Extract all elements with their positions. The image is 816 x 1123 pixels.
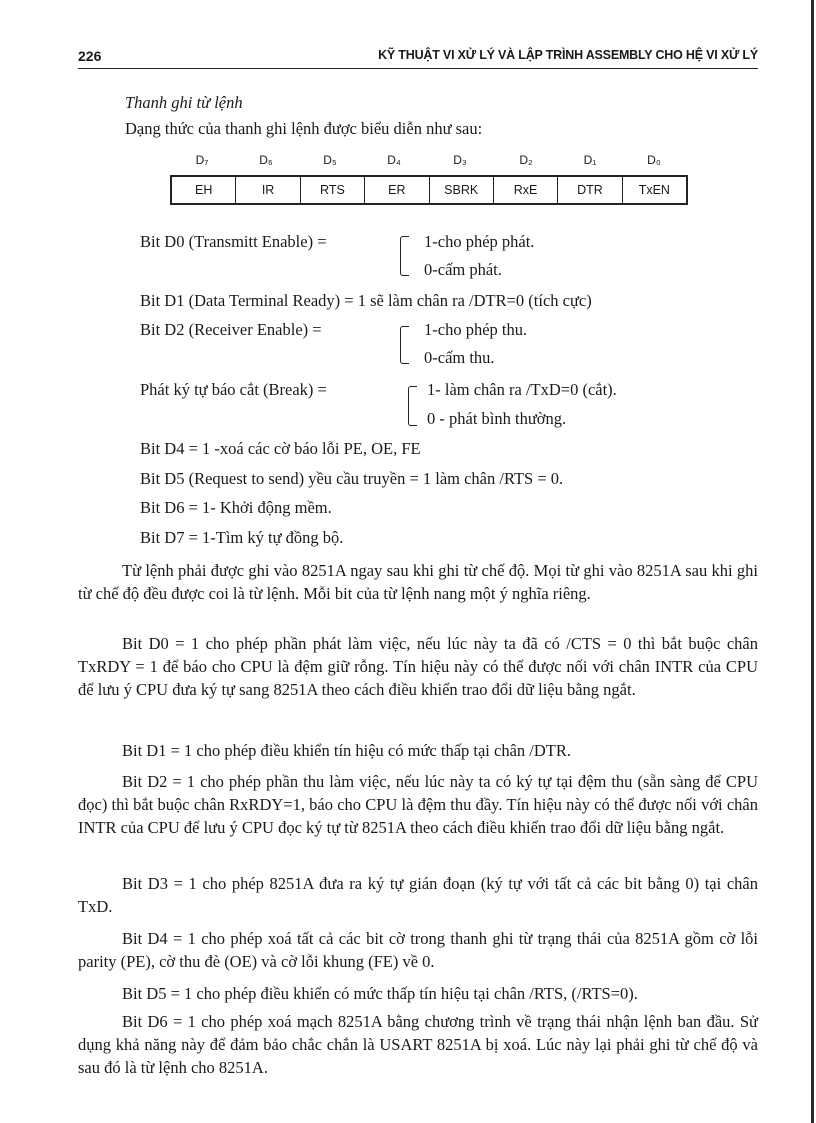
brace-d0 bbox=[400, 236, 409, 276]
body-paragraph: Bit D0 = 1 cho phép phần phát làm việc, nếu lúc này ta đã có /CTS = 0 thì bắt buộc chân TxRDY = 1 để báo cho CPU là đệm giữ rỗng. Tín hiệu này có thể được nối với chân INTR của CPU để lưu ý CPU đưa ký tự sang 8251A theo cách điều khiển trao đổi dữ liệu bằng ngắt. bbox=[78, 634, 758, 699]
body-paragraph: Bit D1 = 1 cho phép điều khiển tín hiệu có mức thấp tại chân /DTR. bbox=[122, 741, 571, 760]
register-field: RxE bbox=[494, 177, 558, 203]
bit-label: D₆ bbox=[259, 153, 273, 167]
brace-d2 bbox=[400, 326, 409, 364]
bit-d2-label: Bit D2 (Receiver Enable) = bbox=[140, 320, 322, 339]
register-field: ER bbox=[365, 177, 429, 203]
body-paragraph: Bit D5 = 1 cho phép điều khiển có mức thấp tín hiệu tại chân /RTS, (/RTS=0). bbox=[122, 984, 638, 1003]
brace-break bbox=[408, 386, 417, 426]
bit-d0-option-1: 1-cho phép phát. bbox=[424, 232, 535, 251]
bit-d7-line: Bit D7 = 1-Tìm ký tự đồng bộ. bbox=[140, 528, 344, 547]
bit-d2-option-0: 0-cấm thu. bbox=[424, 348, 495, 367]
break-label: Phát ký tự báo cắt (Break) = bbox=[140, 380, 327, 399]
bit-label: D₂ bbox=[519, 153, 533, 167]
body-paragraph: Bit D3 = 1 cho phép 8251A đưa ra ký tự gián đoạn (ký tự với tất cả các bit bằng 0) tại chân TxD. bbox=[78, 874, 758, 916]
intro-text: Dạng thức của thanh ghi lệnh được biểu diễn như sau: bbox=[125, 119, 483, 138]
register-field: IR bbox=[236, 177, 300, 203]
bit-d1-line: Bit D1 (Data Terminal Ready) = 1 sẽ làm chân ra /DTR=0 (tích cực) bbox=[140, 291, 592, 310]
page-number: 226 bbox=[78, 48, 102, 64]
bit-label: D₁ bbox=[583, 153, 597, 167]
register-field: RTS bbox=[301, 177, 365, 203]
bit-d4-line: Bit D4 = 1 -xoá các cờ báo lỗi PE, OE, FE bbox=[140, 439, 421, 458]
bit-d6-line: Bit D6 = 1- Khởi động mềm. bbox=[140, 498, 332, 517]
bit-label: D₅ bbox=[323, 153, 337, 167]
bit-d2-option-1: 1-cho phép thu. bbox=[424, 320, 528, 339]
page-edge-border bbox=[811, 0, 814, 1123]
register-field: DTR bbox=[558, 177, 622, 203]
register-bit-labels bbox=[170, 153, 688, 171]
bit-label: D₄ bbox=[387, 153, 401, 167]
bit-d0-option-0: 0-cấm phát. bbox=[424, 260, 502, 279]
command-register-table bbox=[170, 175, 688, 205]
body-paragraph: Bit D4 = 1 cho phép xoá tất cả các bit cờ trong thanh ghi từ trạng thái của 8251A gồm cờ lỗi parity (PE), cờ thu đè (OE) và cờ lỗi khung (FE) về 0. bbox=[78, 929, 758, 971]
break-option-0: 0 - phát bình thường. bbox=[427, 409, 567, 428]
register-field: EH bbox=[172, 177, 236, 203]
body-paragraph: Từ lệnh phải được ghi vào 8251A ngay sau khi ghi từ chế độ. Mọi từ ghi vào 8251A sau khi ghi từ chế độ đều được coi là từ lệnh. Mỗi bit của từ lệnh nang một ý nghĩa riêng. bbox=[78, 561, 758, 603]
page-header bbox=[78, 48, 758, 69]
section-title: Thanh ghi từ lệnh bbox=[125, 93, 243, 112]
body-paragraph: Bit D2 = 1 cho phép phần thu làm việc, nếu lúc này ta có ký tự tại đệm thu (sẵn sàng để CPU đọc) thì bắt buộc chân RxRDY=1, báo cho CPU là đệm thu đầy. Tín hiệu này có thể được nối với chân INTR của CPU để lưu ý CPU đọc ký tự từ 8251A theo cách điều khiển trao đổi dữ liệu bằng ngắt. bbox=[78, 772, 758, 837]
register-field: SBRK bbox=[430, 177, 494, 203]
bit-label: D₃ bbox=[453, 153, 467, 167]
register-field: TxEN bbox=[638, 183, 670, 197]
break-option-1: 1- làm chân ra /TxD=0 (cắt). bbox=[427, 380, 617, 399]
bit-label: D₀ bbox=[647, 153, 661, 167]
running-title: KỸ THUẬT VI XỬ LÝ VÀ LẬP TRÌNH ASSEMBLY CHO HỆ VI XỬ LÝ bbox=[378, 48, 758, 62]
bit-d0-label: Bit D0 (Transmitt Enable) = bbox=[140, 232, 327, 251]
body-paragraph: Bit D6 = 1 cho phép xoá mạch 8251A bằng chương trình về trạng thái nhận lệnh ban đầu. Sử dụng khả năng này để đảm bảo chắc chắn là USART 8251A bị xoá. Lúc này lại phải ghi từ chế độ và sau đó là từ lệnh cho 8251A. bbox=[78, 1012, 758, 1077]
bit-d5-line: Bit D5 (Request to send) yều cầu truyền = 1 làm chân /RTS = 0. bbox=[140, 469, 564, 488]
bit-label: D₇ bbox=[195, 153, 209, 167]
